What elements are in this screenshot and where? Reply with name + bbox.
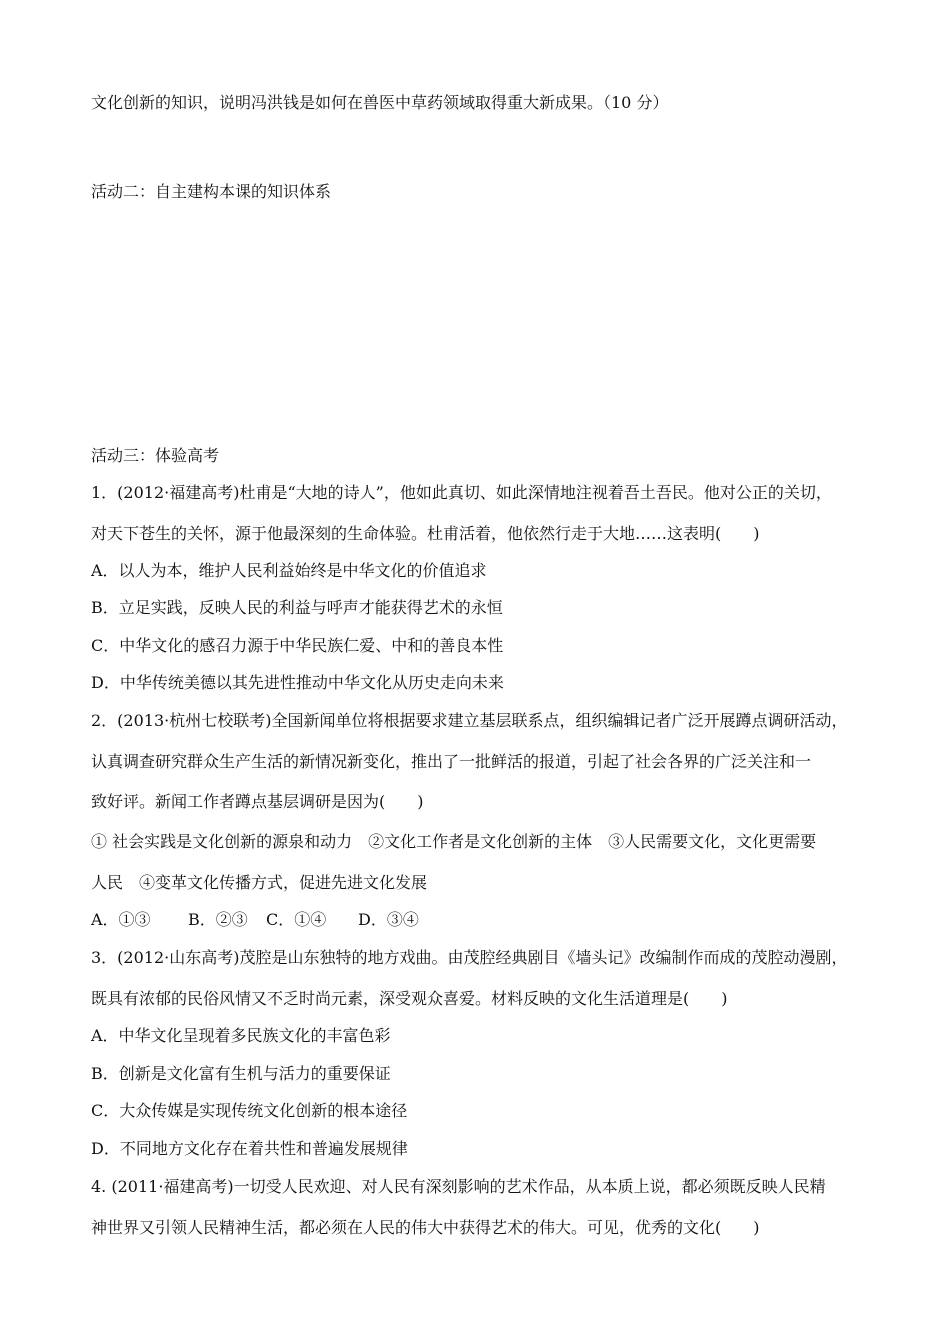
activity3-heading: 活动三：体验高考: [91, 446, 220, 465]
q2-option-b: B．②③: [188, 910, 248, 929]
q3-option-d: D．不同地方文化存在着共性和普遍发展规律: [91, 1139, 408, 1158]
intro-continuation: 文化创新的知识，说明冯洪钱是如何在兽医中草药领域取得重大新成果。（10 分）: [91, 93, 669, 112]
q1-option-a: A．以人为本，维护人民利益始终是中华文化的价值追求: [91, 561, 487, 580]
q3-option-b: B．创新是文化富有生机与活力的重要保证: [91, 1064, 391, 1083]
q2-stem-line3: 致好评。新闻工作者蹲点基层调研是因为( ): [91, 792, 424, 811]
q3-option-a: A．中华文化呈现着多民族文化的丰富色彩: [91, 1026, 391, 1045]
q2-option-a: A．①③: [91, 910, 151, 929]
q2-option-c: C．①④: [266, 910, 327, 929]
q1-stem-line1: 1．(2012·福建高考)杜甫是“大地的诗人”，他如此真切、如此深情地注视着吾土吾民。他对公正的关切，: [91, 483, 832, 502]
q3-option-c: C．大众传媒是实现传统文化创新的根本途径: [91, 1101, 408, 1120]
q3-stem-line2: 既具有浓郁的民俗风情又不乏时尚元素，深受观众喜爱。材料反映的文化生活道理是( ): [91, 989, 728, 1008]
q2-stem-line1: 2．(2013·杭州七校联考)全国新闻单位将根据要求建立基层联系点，组织编辑记者广泛开展蹲点调研活动，: [91, 711, 848, 730]
q3-stem-line1: 3．(2012·山东高考)茂腔是山东独特的地方戏曲。由茂腔经典剧目《墙头记》改编制作而成的茂腔动漫剧，: [91, 948, 848, 967]
q1-stem-line2: 对天下苍生的关怀，源于他最深刻的生命体验。杜甫活着，他依然行走于大地……这表明( ): [91, 524, 760, 543]
activity2-heading: 活动二：自主建构本课的知识体系: [91, 182, 332, 201]
q4-stem-line2: 神世界又引领人民精神生活，都必须在人民的伟大中获得艺术的伟大。可见，优秀的文化( ): [91, 1218, 760, 1237]
q2-options: [91, 910, 419, 930]
q2-statements-line2: 人民 ④变革文化传播方式，促进先进文化发展: [91, 873, 428, 892]
q2-stem-line2: 认真调查研究群众生产生活的新情况新变化，推出了一批鲜活的报道，引起了社会各界的广泛关注和一: [91, 752, 812, 771]
q2-option-d: D．③④: [358, 910, 419, 929]
q1-option-c: C．中华文化的感召力源于中华民族仁爱、中和的善良本性: [91, 636, 504, 655]
q1-option-d: D．中华传统美德以其先进性推动中华文化从历史走向未来: [91, 673, 504, 692]
q2-statements-line1: ① 社会实践是文化创新的源泉和动力 ②文化工作者是文化创新的主体 ③人民需要文化，文化更需要: [91, 832, 817, 851]
q4-stem-line1: 4. (2011·福建高考)一切受人民欢迎、对人民有深刻影响的艺术作品，从本质上说，都必须既反映人民精: [91, 1177, 826, 1196]
q1-option-b: B．立足实践，反映人民的利益与呼声才能获得艺术的永恒: [91, 598, 503, 617]
